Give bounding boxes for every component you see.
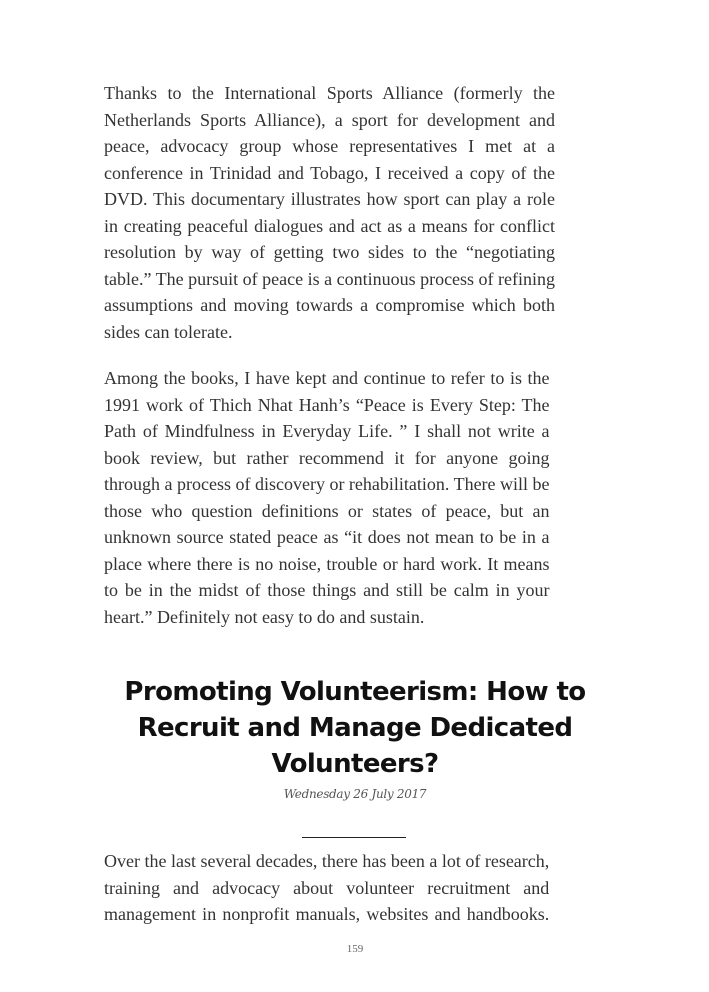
text-line: 1991 work of Thich Nhat Hanh’s “Peace is Every Step: The: [104, 394, 550, 415]
text-line: through a process of discovery or rehabilitation. There will be: [104, 474, 550, 494]
text-line: table.” The pursuit of peace is a continuous process of refining: [104, 268, 556, 289]
text-line: resolution by way of getting two sides to the “negotiating: [104, 242, 556, 262]
text-line: conference in Trinidad and Tobago, I received a copy of the: [104, 162, 556, 183]
text-line: Netherlands Sports Alliance), a sport for development and: [104, 109, 556, 130]
paragraph-volunteer-research: [104, 848, 549, 928]
text-line: to be in the midst of those things and still be calm in your: [104, 580, 550, 600]
paragraph-isa-dvd: [104, 80, 555, 345]
text-line: sides can tolerate.: [104, 321, 233, 342]
page-number: 159: [346, 943, 364, 955]
text-line: Over the last several decades, there has been a lot of research,: [104, 851, 550, 871]
text-line: peace, advocacy group whose representatives I met at a: [104, 136, 556, 156]
text-line: assumptions and moving towards a compromise which both: [104, 295, 556, 315]
text-line: book review, but rather recommend it for anyone going: [104, 447, 550, 468]
text-line: unknown source stated peace as “it does not mean to be in a: [104, 527, 550, 547]
text-line: in creating peaceful dialogues and act as a means for conflict: [104, 215, 556, 236]
text-line: Among the books, I have kept and continue to refer to is the: [104, 368, 550, 388]
paragraph-peace-every-step: [104, 365, 550, 630]
section-title: [104, 674, 606, 782]
section-date: Wednesday 26 July 2017: [283, 787, 427, 801]
section-title-line: Promoting Volunteerism: How to: [124, 677, 586, 707]
text-line: DVD. This documentary illustrates how sport can play a role: [104, 189, 556, 209]
section-divider: [302, 837, 406, 838]
text-line: management in nonprofit manuals, websites and handbooks.: [104, 904, 550, 924]
text-line: place where there is no noise, trouble or hard work. It means: [104, 553, 550, 574]
section-title-line: Recruit and Manage Dedicated: [137, 713, 573, 743]
text-line: Path of Mindfulness in Everyday Life. ” I shall not write a: [104, 421, 550, 441]
text-line: heart.” Definitely not easy to do and sustain.: [104, 606, 425, 627]
text-line: Thanks to the International Sports Alliance (formerly the: [104, 83, 556, 103]
text-line: training and advocacy about volunteer recruitment and: [104, 877, 550, 898]
section-title-line: Volunteers?: [271, 749, 439, 779]
text-line: those who question definitions or states of peace, but an: [104, 500, 550, 521]
